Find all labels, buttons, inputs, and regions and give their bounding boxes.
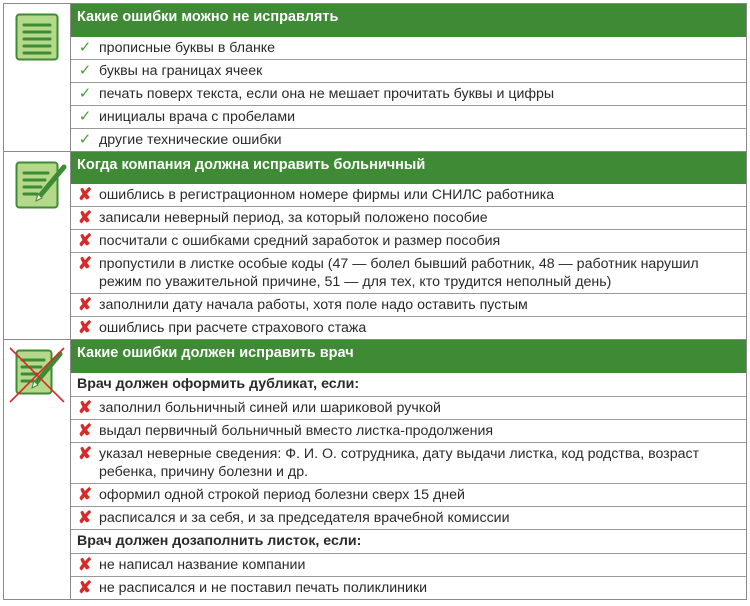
item-text: ошиблись при расчете страхового стажа <box>99 320 367 336</box>
section-content <box>71 152 746 339</box>
item-text: указал неверные сведения: Ф. И. О. сотрудника, дату выдачи листка, код родства, возраст ребенка, причину болезни и др. <box>99 446 700 480</box>
section-title: Какие ошибки можно не исправлять <box>71 4 746 37</box>
list-item <box>71 128 746 151</box>
document-icon <box>15 13 61 61</box>
item-text: расписался и за себя, и за председателя врачебной комиссии <box>99 510 510 526</box>
item-text: прописные буквы в бланке <box>99 40 276 56</box>
cross-icon: ✘ <box>77 555 93 574</box>
section-title: Какие ошибки должен исправить врач <box>71 340 746 373</box>
section-company-fix <box>4 151 746 339</box>
item-list <box>71 184 746 339</box>
list-item <box>71 59 746 82</box>
item-text: буквы на границах ячеек <box>99 63 263 79</box>
icon-cell <box>4 4 71 151</box>
item-text: заполнили дату начала работы, хотя поле надо оставить пустым <box>99 297 528 313</box>
cross-icon: ✘ <box>77 398 93 417</box>
cross-icon: ✘ <box>77 444 93 463</box>
cross-icon: ✘ <box>77 208 93 227</box>
errors-table <box>3 3 747 600</box>
item-list <box>71 396 746 529</box>
list-item <box>71 37 746 59</box>
cross-icon: ✘ <box>77 485 93 504</box>
item-text: не расписался и не поставил печать поликлиники <box>99 580 428 596</box>
list-item <box>71 576 746 599</box>
list-item <box>71 316 746 339</box>
list-item <box>71 442 746 483</box>
item-text: заполнил больничный синей или шариковой ручкой <box>99 400 441 416</box>
item-text: пропустили в листке особые коды (47 — болел бывший работник, 48 — работник нарушил режим по уважительной причине, 51 — для тех, кто трудится неполный день) <box>99 256 699 290</box>
section-doctor-fix <box>4 339 746 599</box>
check-icon: ✓ <box>78 85 92 102</box>
list-item <box>71 82 746 105</box>
section-content <box>71 4 746 151</box>
cross-icon: ✘ <box>77 508 93 527</box>
item-text: не написал название компании <box>99 557 306 573</box>
section-content <box>71 340 746 599</box>
section-title: Когда компания должна исправить больничный <box>71 152 746 184</box>
check-icon: ✓ <box>78 39 92 56</box>
list-item <box>71 184 746 206</box>
list-item <box>71 229 746 252</box>
item-list <box>71 37 746 151</box>
item-list <box>71 553 746 599</box>
section-no-fix <box>4 4 746 151</box>
cross-icon: ✘ <box>77 318 93 337</box>
list-item <box>71 252 746 293</box>
cross-icon: ✘ <box>77 421 93 440</box>
item-text: записали неверный период, за который положено пособие <box>99 210 488 226</box>
list-item <box>71 206 746 229</box>
list-item <box>71 483 746 506</box>
list-item <box>71 396 746 419</box>
list-item <box>71 293 746 316</box>
item-text: инициалы врача с пробелами <box>99 109 296 125</box>
item-text: другие технические ошибки <box>99 132 282 148</box>
item-text: посчитали с ошибками средний заработок и размер пособия <box>99 233 501 249</box>
cross-icon: ✘ <box>77 185 93 204</box>
item-text: печать поверх текста, если она не мешает прочитать буквы и цифры <box>99 86 555 102</box>
document-pen-icon <box>15 161 67 213</box>
list-item <box>71 506 746 529</box>
check-icon: ✓ <box>78 131 92 148</box>
item-text: ошиблись в регистрационном номере фирмы или СНИЛС работника <box>99 187 555 203</box>
check-icon: ✓ <box>78 62 92 79</box>
list-item <box>71 419 746 442</box>
list-item <box>71 553 746 576</box>
list-item <box>71 105 746 128</box>
subsection-title: Врач должен дозаполнить листок, если: <box>71 529 746 553</box>
icon-cell <box>4 152 71 339</box>
cross-icon: ✘ <box>77 231 93 250</box>
document-pen-crossed-icon <box>7 345 67 405</box>
subsection-title: Врач должен оформить дубликат, если: <box>77 376 360 392</box>
cross-icon: ✘ <box>77 295 93 314</box>
cross-icon: ✘ <box>77 254 93 273</box>
check-icon: ✓ <box>78 108 92 125</box>
item-text: выдал первичный больничный вместо листка-продолжения <box>99 423 494 439</box>
item-text: оформил одной строкой период болезни сверх 15 дней <box>99 487 465 503</box>
cross-icon: ✘ <box>77 578 93 597</box>
icon-cell <box>4 340 71 599</box>
